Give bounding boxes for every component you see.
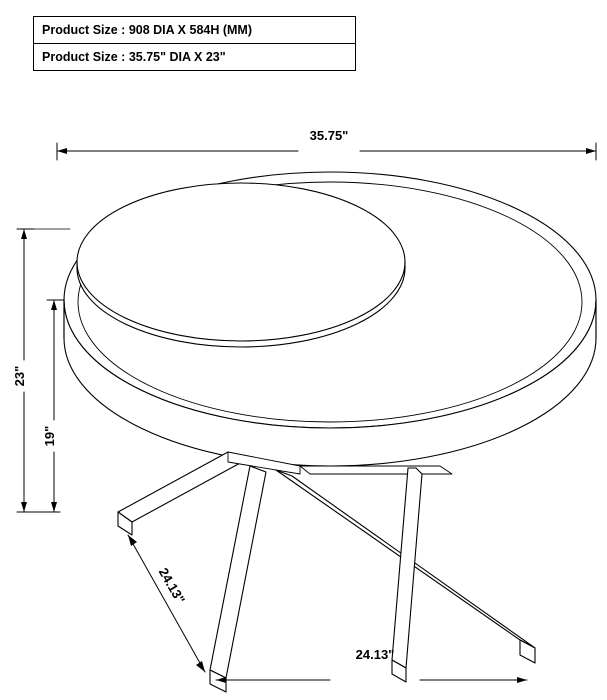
dimension-top-height: [47, 300, 64, 512]
dimension-base-depth: [128, 535, 205, 672]
product-size-inch: Product Size : 35.75" DIA X 23": [34, 44, 356, 71]
table-top-inset: [77, 183, 405, 347]
product-size-mm: Product Size : 908 DIA X 584H (MM): [34, 17, 356, 44]
label-base-width: 24.13": [355, 647, 395, 662]
dimension-top-width: [57, 143, 596, 160]
table-base-legs: [118, 452, 535, 692]
label-top-height: 19": [42, 425, 57, 447]
label-total-height: 23": [12, 365, 27, 387]
dimension-base-width: [216, 677, 527, 683]
label-top-width: 35.75": [309, 128, 349, 143]
label-base-depth: 24.13": [155, 565, 189, 607]
